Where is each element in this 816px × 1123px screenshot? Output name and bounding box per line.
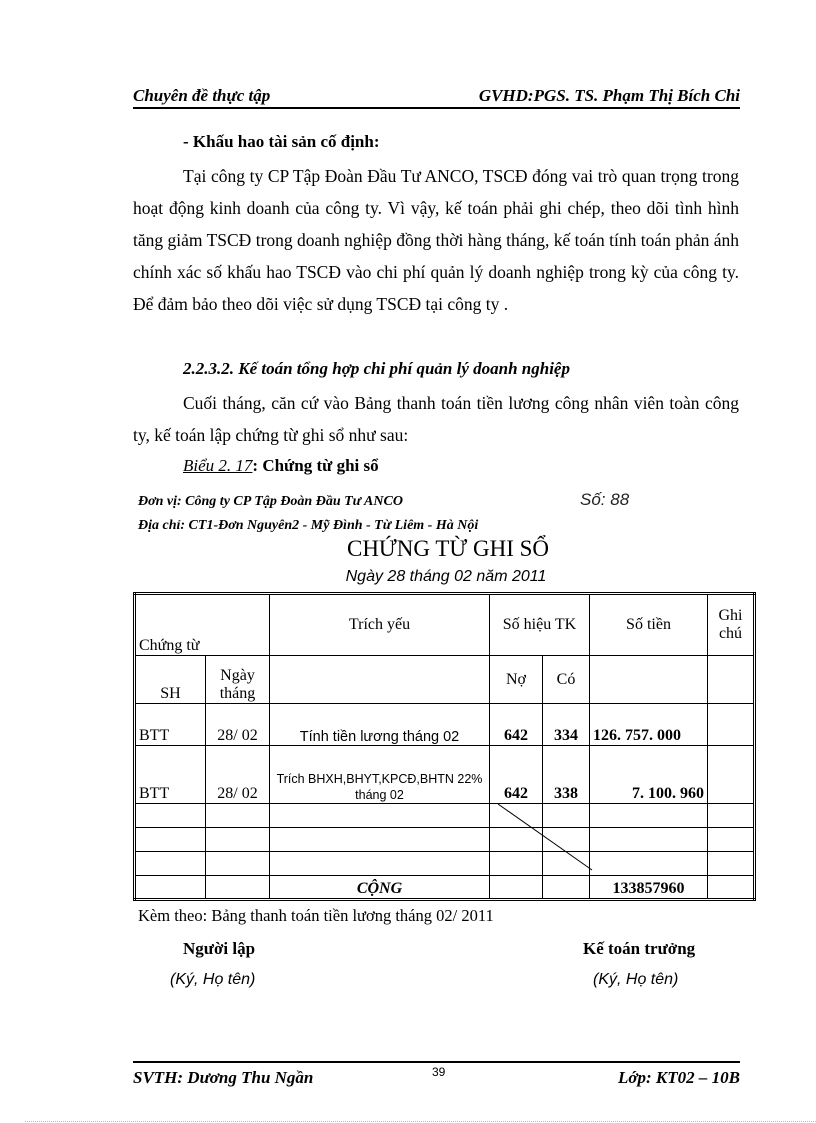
voucher-date: Ngày 28 tháng 02 năm 2011 bbox=[345, 568, 547, 585]
header-right: GVHD:PGS. TS. Phạm Thị Bích Chi bbox=[478, 86, 740, 105]
footer-left: SVTH: Dương Thu Ngần bbox=[133, 1068, 314, 1087]
voucher-table bbox=[133, 592, 756, 901]
paragraph-depreciation: Tại công ty CP Tập Đoàn Đầu Tư ANCO, TSCĐ đóng vai trò quan trọng trong hoạt động kinh doanh của công ty. Vì vậy, kế toán phải ghi chép, theo dõi tình hình tăng giảm TSCĐ trong doanh nghiệp đồng thời hàng tháng, kế toán tính toán phản ánh chính xác số khấu hao TSCĐ vào chi phí quản lý doanh nghiệp trong kỳ của công ty. Để đảm bảo theo dõi việc sử dụng TSCĐ tại công ty . bbox=[133, 166, 739, 314]
row-sh: BTT bbox=[135, 704, 206, 746]
table-row bbox=[135, 704, 755, 746]
page-edge bbox=[25, 1121, 816, 1122]
figure-title: Chứng từ ghi sổ bbox=[258, 456, 379, 475]
row-trich-yeu: Tính tiền lương tháng 02 bbox=[270, 704, 490, 746]
row-no: 642 bbox=[490, 704, 543, 746]
total-value: 133857960 bbox=[590, 876, 708, 900]
signature-left-note: (Ký, Họ tên) bbox=[170, 971, 256, 988]
total-row bbox=[135, 876, 755, 900]
col-header-sh: SH bbox=[135, 656, 206, 704]
row-so-tien: 7. 100. 960 bbox=[590, 746, 708, 804]
col-header-chung-tu: Chứng từ bbox=[135, 594, 270, 656]
row-ghi-chu bbox=[708, 746, 755, 804]
col-header-ngay-thang: Ngày tháng bbox=[206, 656, 270, 704]
row-co: 334 bbox=[543, 704, 590, 746]
footer-right: Lớp: KT02 – 10B bbox=[618, 1068, 740, 1087]
row-sh: BTT bbox=[135, 746, 206, 804]
col-header-ghi-chu: Ghi chú bbox=[708, 594, 755, 656]
attachment-note: Kèm theo: Bảng thanh toán tiền lương tháng 02/ 2011 bbox=[138, 906, 494, 925]
paragraph-intro: Cuối tháng, căn cứ vào Bảng thanh toán tiền lương công nhân viên toàn công ty, kế toán lập chứng từ ghi sổ như sau: bbox=[133, 393, 739, 445]
row-no: 642 bbox=[490, 746, 543, 804]
row-so-tien: 126. 757. 000 bbox=[590, 704, 708, 746]
figure-caption bbox=[183, 456, 379, 476]
col-header-so-tien: Số tiền bbox=[590, 594, 708, 656]
diagonal-strike-line bbox=[480, 800, 600, 874]
col-header-so-hieu-tk: Số hiệu TK bbox=[490, 594, 590, 656]
section-heading: - Khấu hao tài sản cố định: bbox=[183, 132, 380, 151]
header-rule bbox=[133, 107, 740, 109]
col-header-no: Nợ bbox=[490, 656, 543, 704]
row-co: 338 bbox=[543, 746, 590, 804]
voucher-unit: Đơn vị: Công ty CP Tập Đoàn Đầu Tư ANCO bbox=[138, 494, 403, 509]
row-trich-yeu: Trích BHXH,BHYT,KPCĐ,BHTN 22% tháng 02 bbox=[270, 746, 490, 804]
row-ngay: 28/ 02 bbox=[206, 704, 270, 746]
signature-left-title: Người lập bbox=[183, 939, 256, 958]
col-header-co: Có bbox=[543, 656, 590, 704]
signature-right-note: (Ký, Họ tên) bbox=[593, 971, 679, 988]
voucher-title: CHỨNG TỪ GHI SỔ bbox=[346, 536, 550, 561]
total-label: CỘNG bbox=[270, 876, 490, 900]
col-header-trich-yeu: Trích yếu bbox=[270, 594, 490, 656]
table-row bbox=[135, 746, 755, 804]
header-left: Chuyên đề thực tập bbox=[133, 86, 271, 105]
page-number: 39 bbox=[432, 1065, 446, 1079]
figure-label: Biểu 2. 17 bbox=[183, 456, 253, 475]
empty-cell bbox=[708, 656, 755, 704]
footer-rule bbox=[133, 1061, 740, 1063]
voucher-number: Số: 88 bbox=[580, 490, 630, 509]
signature-right-title: Kế toán trưởng bbox=[583, 939, 696, 958]
empty-cell bbox=[270, 656, 490, 704]
figure-colon: : bbox=[252, 456, 259, 475]
row-ngay: 28/ 02 bbox=[206, 746, 270, 804]
row-ghi-chu bbox=[708, 704, 755, 746]
empty-cell bbox=[590, 656, 708, 704]
voucher-address: Địa chỉ: CT1-Đơn Nguyên2 - Mỹ Đình - Từ Liêm - Hà Nội bbox=[138, 518, 479, 533]
subsection-heading: 2.2.3.2. Kế toán tổng hợp chi phí quản lý doanh nghiệp bbox=[183, 359, 570, 378]
